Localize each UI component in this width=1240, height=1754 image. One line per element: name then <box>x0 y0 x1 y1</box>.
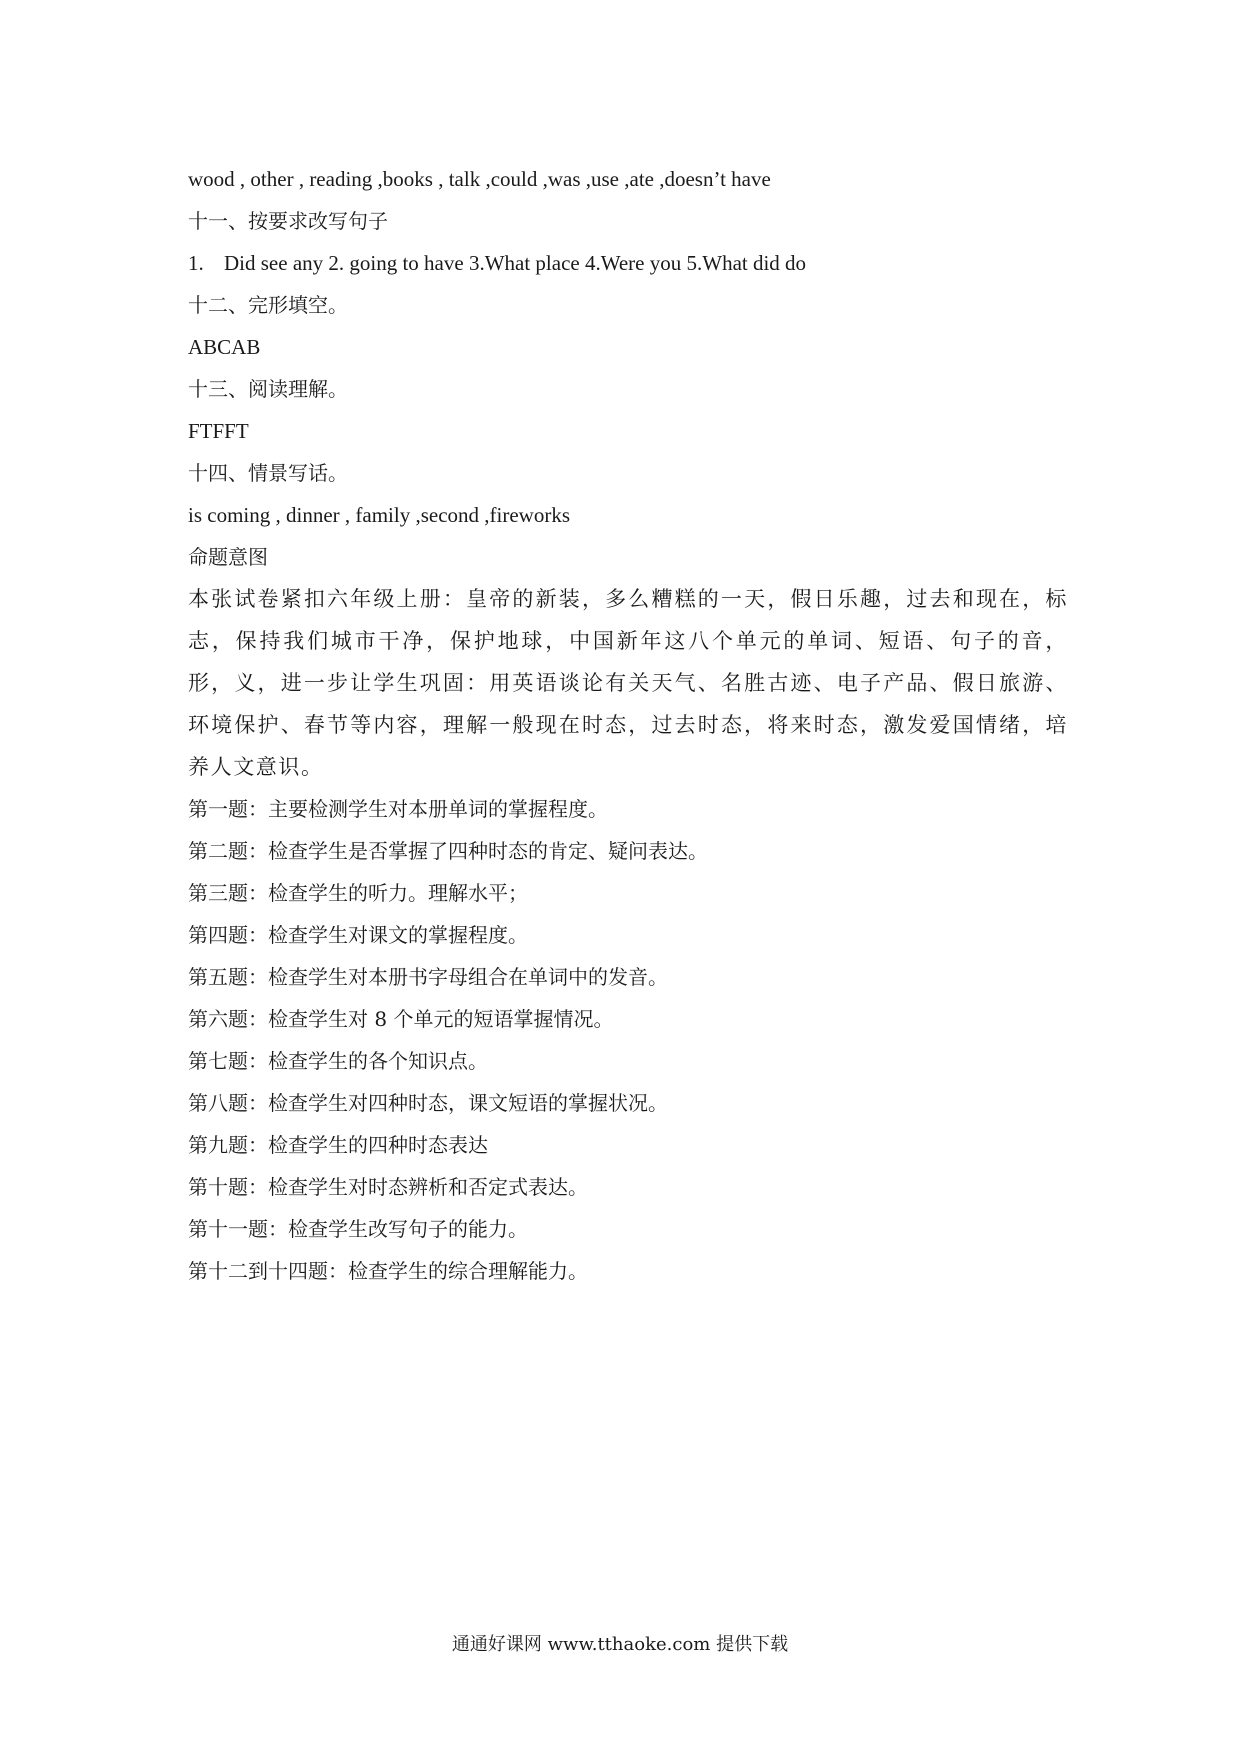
page-footer: 通通好课网 www.tthaoke.com 提供下载 <box>451 1634 789 1655</box>
answer-line-writing: is coming , dinner , family ,second ,fireworks <box>188 503 570 527</box>
intent-item-11: 第十一题：检查学生改写句子的能力。 <box>188 1217 528 1241</box>
section-heading-12: 十二、完形填空。 <box>188 293 348 317</box>
list-number: 1. <box>188 251 204 275</box>
intent-item-6: 第六题：检查学生对 8 个单元的短语掌握情况。 <box>188 1007 614 1031</box>
section-heading-11: 十一、按要求改写句子 <box>188 209 388 233</box>
intent-item-10: 第十题：检查学生对时态辨析和否定式表达。 <box>188 1175 588 1199</box>
answer-line-reading: FTFFT <box>188 419 249 443</box>
intent-item-9: 第九题：检查学生的四种时态表达 <box>188 1133 488 1157</box>
answer-content <box>188 158 1068 1292</box>
intent-item-8: 第八题：检查学生对四种时态，课文短语的掌握状况。 <box>188 1091 668 1115</box>
answer-line-words: wood , other , reading ,books , talk ,could ,was ,use ,ate ,doesn’t have <box>188 167 771 191</box>
answer-line-rewrite <box>188 242 1068 284</box>
intent-item-4: 第四题：检查学生对课文的掌握程度。 <box>188 923 528 947</box>
intent-item-2: 第二题：检查学生是否掌握了四种时态的肯定、疑问表达。 <box>188 839 708 863</box>
intent-item-1: 第一题：主要检测学生对本册单词的掌握程度。 <box>188 797 608 821</box>
intent-paragraph: 本张试卷紧扣六年级上册：皇帝的新装，多么糟糕的一天，假日乐趣，过去和现在，标志，保持我们城市干净，保护地球，中国新年这八个单元的单词、短语、句子的音，形，义，进一步让学生巩固：用英语谈论有关天气、名胜古迹、电子产品、假日旅游、环境保护、春节等内容，理解一般现在时态，过去时态，将来时态，激发爱国情绪，培养人文意识。 <box>188 587 1068 779</box>
intent-item-5: 第五题：检查学生对本册书字母组合在单词中的发音。 <box>188 965 668 989</box>
intent-title: 命题意图 <box>188 545 268 569</box>
intent-item-7: 第七题：检查学生的各个知识点。 <box>188 1049 488 1073</box>
answer-text-rewrite: Did see any 2. going to have 3.What place 4.Were you 5.What did do <box>224 251 807 275</box>
intent-item-12-14: 第十二到十四题：检查学生的综合理解能力。 <box>188 1259 588 1283</box>
intent-item-3: 第三题：检查学生的听力。理解水平； <box>188 881 528 905</box>
section-heading-13: 十三、阅读理解。 <box>188 377 348 401</box>
answer-line-cloze: ABCAB <box>188 335 261 359</box>
section-heading-14: 十四、情景写话。 <box>188 461 348 485</box>
